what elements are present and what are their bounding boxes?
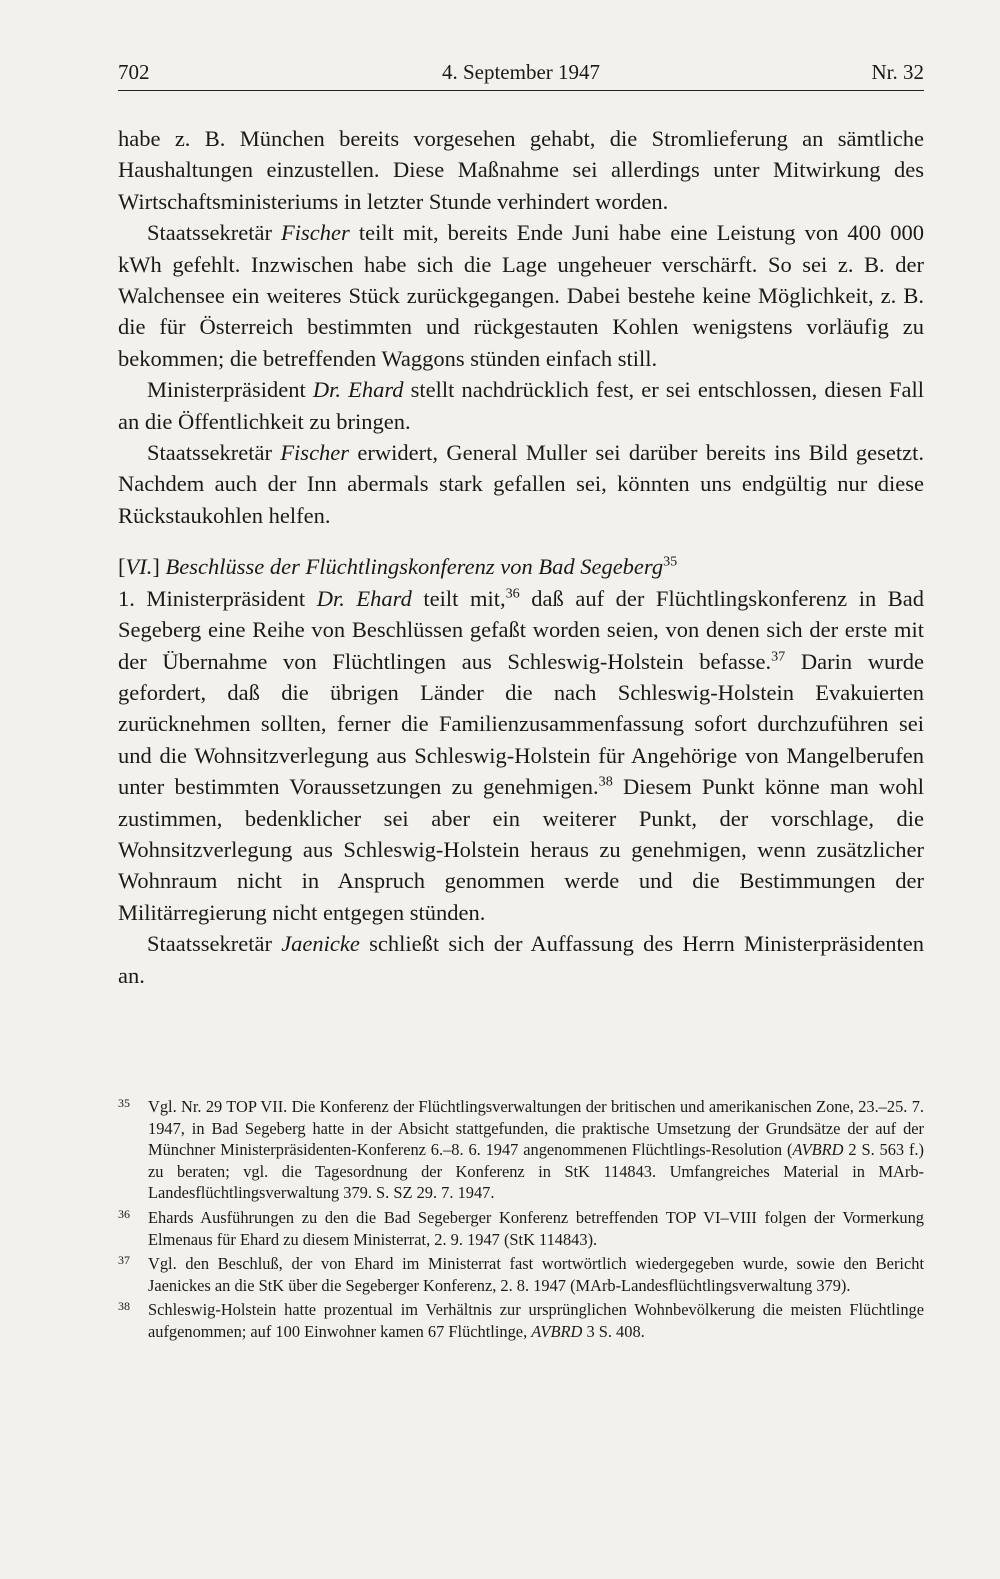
footnote-38: 38 Schleswig-Holstein hatte prozentual im Verhältnis zur ursprünglichen Wohnbevölkerung die meisten Flüchtlinge aufgenommen; auf 100 Einwohner kamen 67 Flüchtlinge, AVBRD 3 S. 408. [118,1299,924,1342]
main-text [118,123,924,991]
speaker-title: Dr. [316,585,345,611]
paragraph-5: 1. Ministerpräsident Dr. Ehard teilt mit,$^{36}$ daß auf der Flüchtlingskonferenz in Bad Segeberg eine Reihe von Beschlüssen gefaßt worden seien, von denen sich der erste mit der Übernahme von Flüchtlingen aus Schleswig-Holstein befasse.$^{37}$ Darin wurde gefordert, daß die übrigen Länder die nach Schleswig-Holstein Evakuierten zurücknehmen sollten, ferner die Familienzusammenfassung sofort durchzuführen sei und die Wohnsitzverlegung aus Schleswig-Holstein für Angehörige von Mangelberufen unter bestimmten Voraussetzungen zu genehmigen.$^{38}$ Diesem Punkt könne man wohl zustimmen, bedenklicher sei aber ein weiterer Punkt, der vorschlage, die Wohnsitzverlegung aus Schleswig-Holstein heraus zu genehmigen, wenn zusätzlicher Wohnraum nicht in Anspruch genommen werde und die Bestimmungen der Militärregierung nicht entgegen stünden. [118,585,924,925]
speaker-name: Fischer [281,220,350,246]
header-date: 4. September 1947 [441,60,601,84]
footnote-ref: 38 [598,773,613,790]
footnote-number: 37 [118,1253,130,1268]
footnote-ref: 37 [771,648,786,664]
footnote-36: 36 Ehards Ausführungen zu den die Bad Segeberger Konferenz betreffenden TOP VI–VIII folgen der Vormerkung Elmenaus für Ehard zu diesem Ministerrat, 2. 9. 1947 (StK 114843). [118,1207,924,1250]
footnotes [118,1096,924,1346]
speaker-name: Ehard [356,585,412,611]
running-header [118,58,924,91]
paragraph-1: habe z. B. München bereits vorgesehen gehabt, die Stromlieferung an sämtliche Haushaltungen einzustellen. Diese Maßnahme sei allerdings unter Mitwirkung des Wirtschaftsministeriums in letzter Stunde verhindert worden. [118,126,924,214]
paragraph-3: Ministerpräsident Dr. Ehard stellt nachdrücklich fest, er sei entschlossen, diesen Fall an die Öffentlichkeit zu bringen. [118,377,924,434]
speaker-name: Jaenicke [281,931,360,957]
paragraph-2: Staatssekretär Fischer teilt mit, bereits Ende Juni habe eine Leistung von 400 000 kWh gefehlt. Inzwischen habe sich die Lage ungeheuer verschärft. So sei z. B. der Walchensee ein weiteres Stück zurückgegangen. Dabei bestehe keine Möglichkeit, z. B. die für Österreich bestimmten und rückgestauten Kohlen wenigstens vorläufig zu bekommen; die betreffenden Waggons stünden einfach still. [118,220,924,371]
footnote-ref: 35 [663,553,678,570]
footnote-ref: 36 [505,585,520,602]
footnote-37: 37 Vgl. den Beschluß, der von Ehard im Ministerrat fast wortwörtlich wiedergegeben wurde, sowie den Bericht Jaenickes an die StK über die Segeberger Konferenz, 2. 8. 1947 (MArb-Landesflüchtlingsverwaltung 379). [118,1253,924,1296]
footnote-35: 35 Vgl. Nr. 29 TOP VII. Die Konferenz der Flüchtlingsverwaltungen der britischen und amerikanischen Zone, 23.–25. 7. 1947, in Bad Segeberg hatte in der Absicht stattgefunden, die praktische Umsetzung der Grundsätze der auf der Münchner Ministerpräsidenten-Konferenz 6.–8. 6. 1947 angenommenen Flüchtlings-Resolution (AVBRD 2 S. 563 f.) zu beraten; vgl. die Tagesordnung der Konferenz in StK 114843. Umfangreiches Material in MArb-Landesflüchtlingsverwaltung 379. S. SZ 29. 7. 1947. [118,1096,924,1204]
speaker-title: Dr. [312,377,341,403]
speaker-name: Fischer [280,440,350,466]
footnote-number: 38 [118,1299,130,1314]
section-title: Beschlüsse der Flüchtlingskonferenz von Bad Segeberg [165,554,664,580]
paragraph-6: Staatssekretär Jaenicke schließt sich der Auffassung des Herrn Ministerpräsidenten an. [118,931,924,988]
footnote-number: 35 [118,1096,130,1110]
paragraph-4: Staatssekretär Fischer erwidert, General Muller sei darüber bereits ins Bild gesetzt. Nachdem auch der Inn abermals stark gefallen sei, könnten uns endgültig nur diese Rückstaukohlen helfen. [118,440,925,528]
section-heading: [VI.] Beschlüsse der Flüchtlingskonferenz von Bad Segeberg$^{35}$ [118,553,678,580]
header-issue-number: Nr. 32 [871,60,924,84]
page-number: 702 [118,60,150,84]
footnote-number: 36 [118,1206,130,1221]
speaker-name: Ehard [348,377,404,403]
